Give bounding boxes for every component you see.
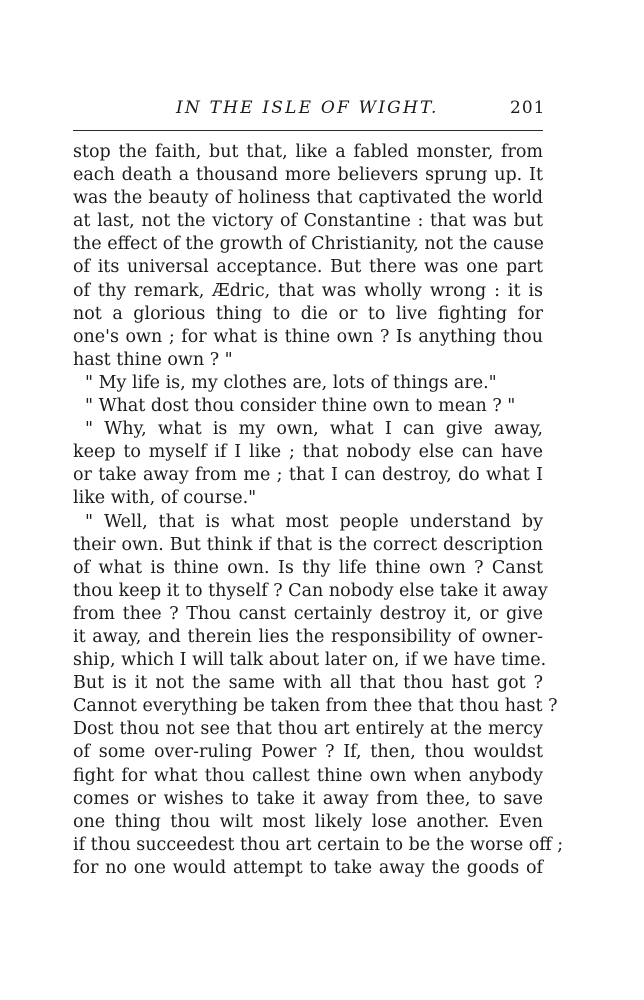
text-line: not a glorious thing to die or to live fighting for <box>73 303 543 324</box>
text-line: " My life is, my clothes are, lots of things are." <box>85 372 497 393</box>
text-line: stop the faith, but that, like a fabled monster, from <box>73 142 543 162</box>
text-line: But is it not the same with all that thou hast got ? <box>73 673 543 694</box>
text-line: " Why, what is my own, what I can give away, <box>85 419 543 440</box>
text-line: like with, of course." <box>73 488 257 509</box>
text-line: it away, and therein lies the responsibility of owner- <box>73 626 543 647</box>
text-line: the effect of the growth of Christianity, not the cause <box>73 234 544 255</box>
text-line: of its universal acceptance. But there was one part <box>73 257 543 278</box>
text-line: at last, not the victory of Constantine : that was but <box>73 211 543 232</box>
text-line: one's own ; for what is thine own ? Is anything thou <box>73 326 543 347</box>
text-line: thou keep it to thyself ? Can nobody else take it away <box>73 580 548 601</box>
text-line: was the beauty of holiness that captivated the world <box>73 188 543 209</box>
text-line: Cannot everything be taken from thee that thou hast ? <box>73 696 558 717</box>
header-rule <box>73 130 543 131</box>
page-number: 201 <box>510 98 546 118</box>
text-line: ship, which I will talk about later on, if we have time. <box>73 650 547 671</box>
text-line: or take away from me ; that I can destroy, do what I <box>73 465 543 486</box>
text-line: hast thine own ? " <box>73 349 233 370</box>
text-line: of some over-ruling Power ? If, then, thou wouldst <box>73 742 543 763</box>
body-text <box>73 141 564 880</box>
text-line: one thing thou wilt most likely lose another. Even <box>73 811 543 832</box>
text-line: of what is thine own. Is thy life thine own ? Canst <box>73 557 543 578</box>
text-line: " What dost thou consider thine own to mean ? " <box>85 396 516 417</box>
text-line: fight for what thou callest thine own when anybody <box>73 765 543 786</box>
text-line: comes or wishes to take it away from thee, to save <box>73 788 543 809</box>
text-line: Dost thou not see that thou art entirely at the mercy <box>73 719 543 740</box>
running-head: IN THE ISLE OF WIGHT. <box>176 98 439 118</box>
text-line: " Well, that is what most people understand by <box>85 511 543 532</box>
text-line: each death a thousand more believers sprung up. It <box>73 165 543 186</box>
text-line: for no one would attempt to take away the goods of <box>73 857 543 878</box>
text-line: their own. But think if that is the correct description <box>73 534 543 555</box>
text-line: of thy remark, Ædric, that was wholly wrong : it is <box>73 280 543 301</box>
text-line: from thee ? Thou canst certainly destroy it, or give <box>73 603 543 624</box>
text-line: if thou succeedest thou art certain to be the worse off ; <box>73 834 564 855</box>
text-line: keep to myself if I like ; that nobody else can have <box>73 442 543 463</box>
